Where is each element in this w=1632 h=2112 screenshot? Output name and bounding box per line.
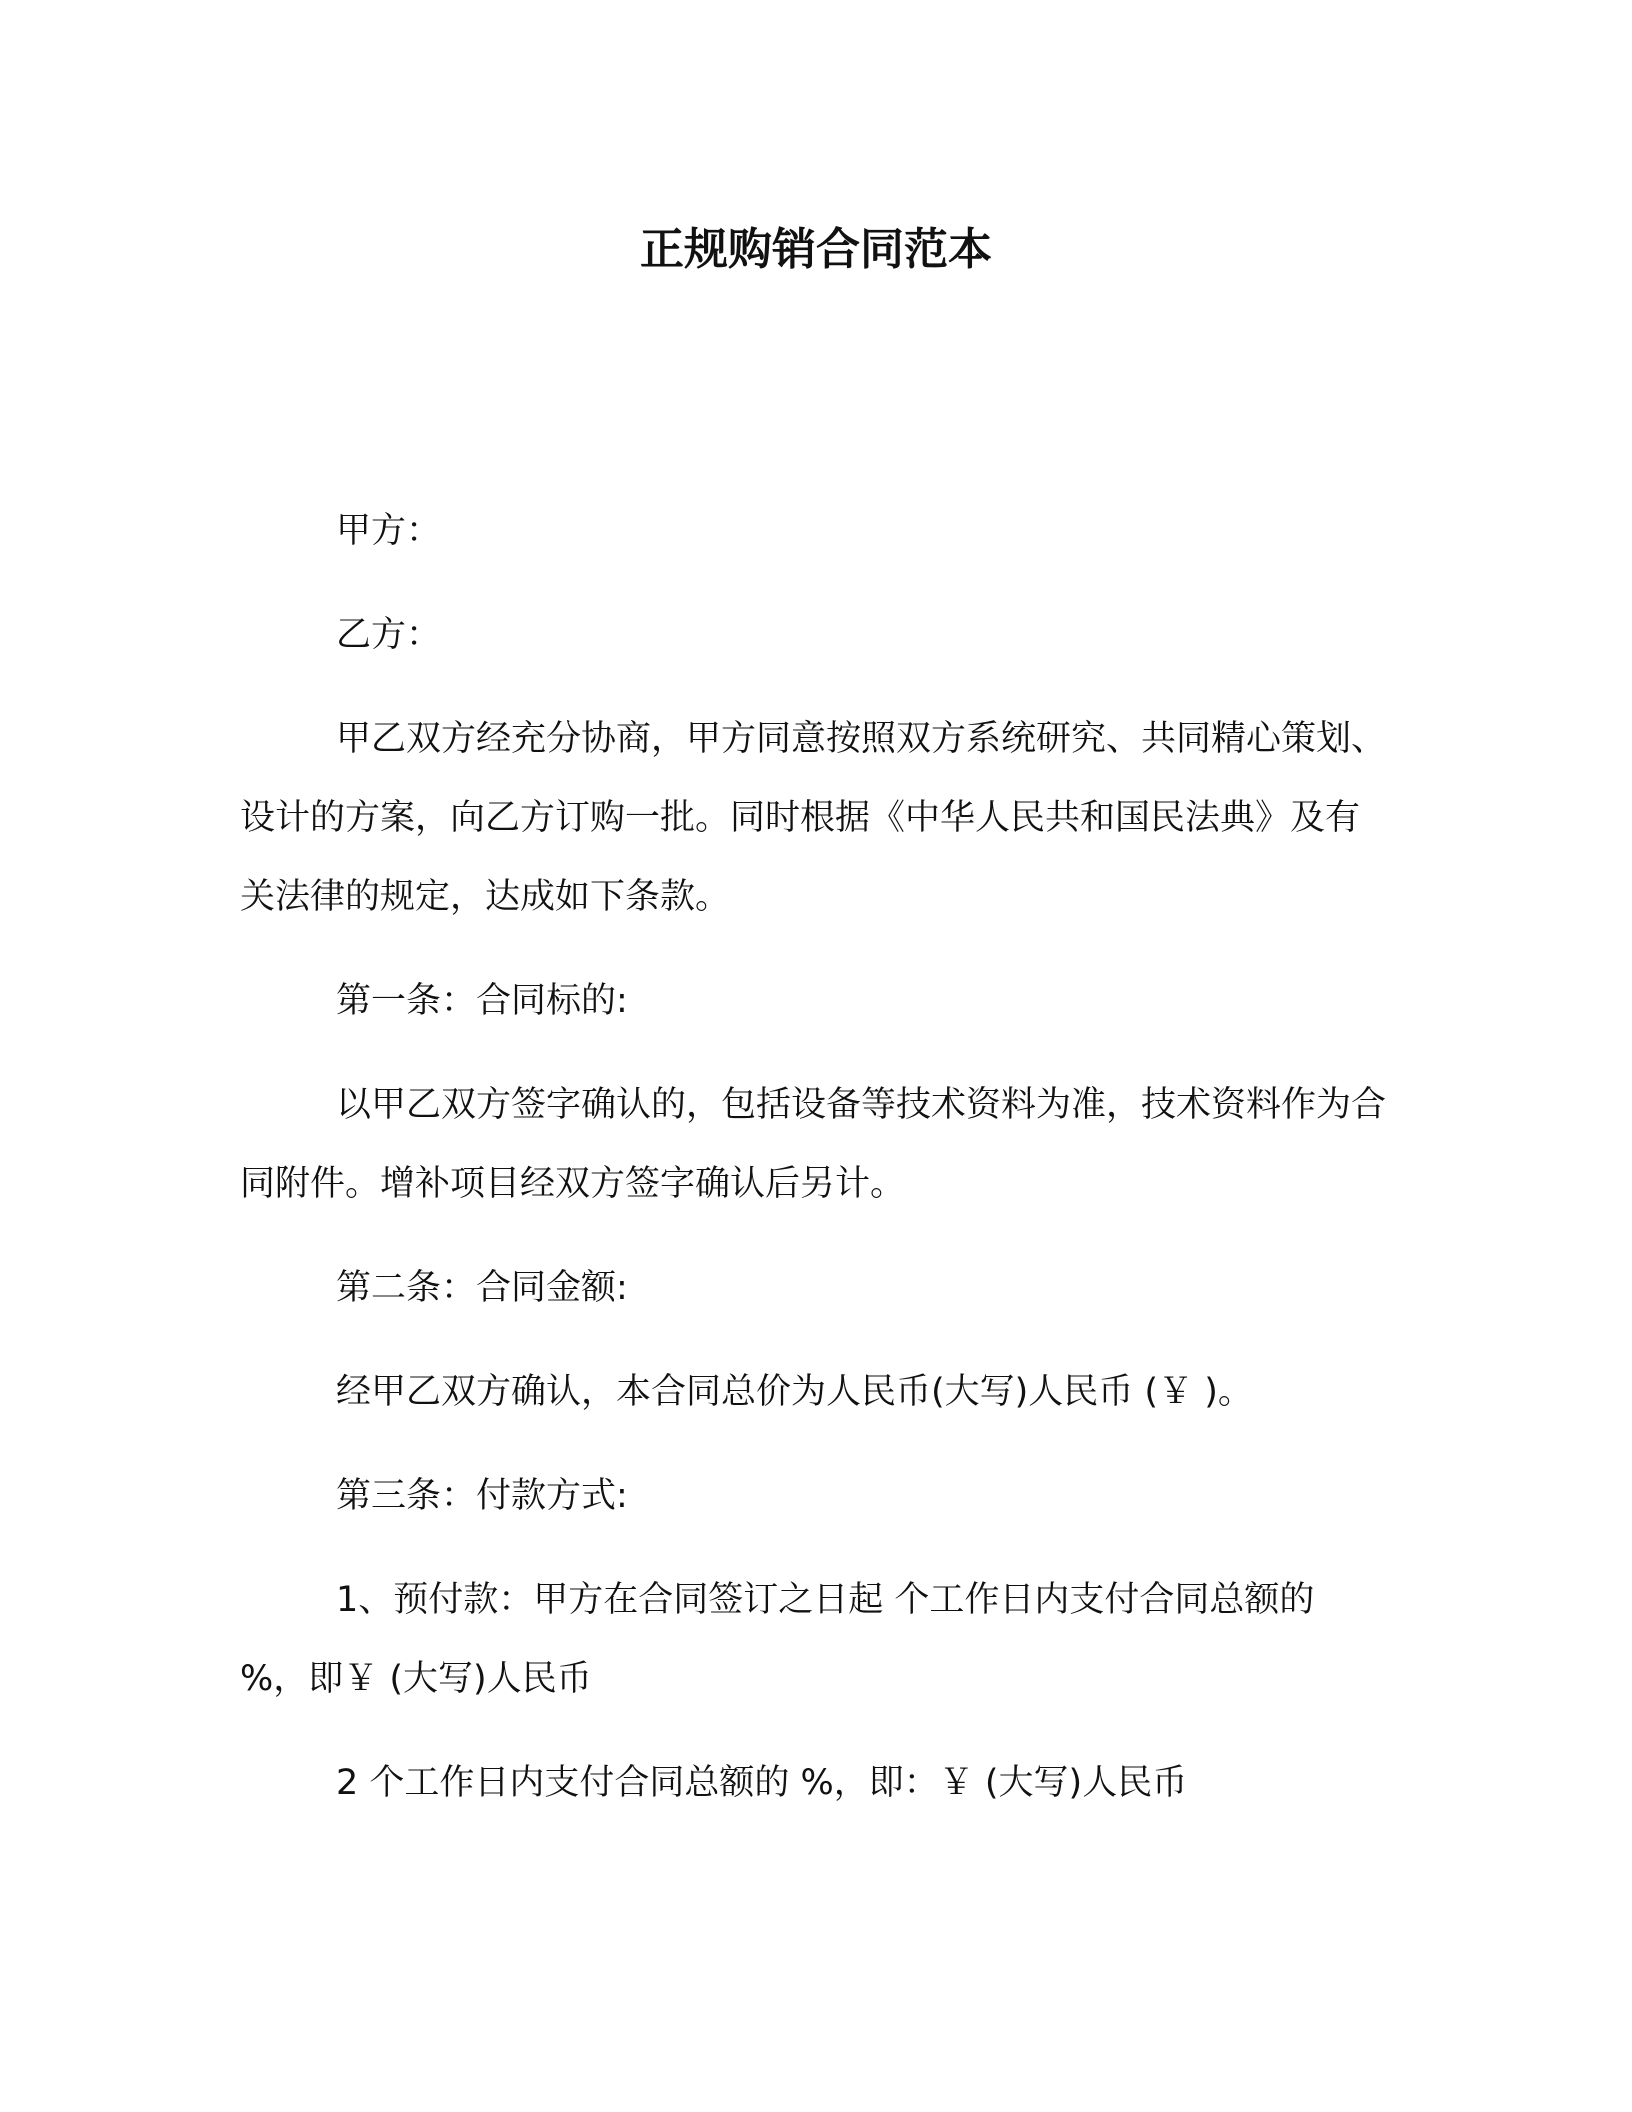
page-title: 正规购销合同范本	[640, 224, 992, 275]
party-a-line: 甲方：	[336, 511, 442, 551]
document-body	[240, 492, 1392, 1848]
article-2-body: 经甲乙双方确认，本合同总价为人民币(大写)人民币 (￥ )。	[336, 1372, 1253, 1412]
payment-item-2: 2 个工作日内支付合同总额的 %，即：￥ (大写)人民币	[336, 1763, 1188, 1803]
article-3-heading: 第三条：付款方式:	[336, 1476, 628, 1516]
article-1-body: 以甲乙双方签字确认的，包括设备等技术资料为准，技术资料作为合同附件。增补项目经双方签字确认后另计。	[240, 1085, 1387, 1204]
intro-paragraph: 甲乙双方经充分协商，甲方同意按照双方系统研究、共同精心策划、设计的方案，向乙方订购一批。同时根据《中华人民共和国民法典》及有关法律的规定，达成如下条款。	[240, 719, 1387, 917]
party-b-line: 乙方：	[336, 615, 442, 655]
article-1-heading: 第一条：合同标的:	[336, 981, 628, 1021]
article-2-heading: 第二条：合同金额:	[336, 1268, 628, 1308]
payment-item-1: 1、预付款：甲方在合同签订之日起 个工作日内支付合同总额的 %，即￥ (大写)人民币	[240, 1580, 1315, 1699]
